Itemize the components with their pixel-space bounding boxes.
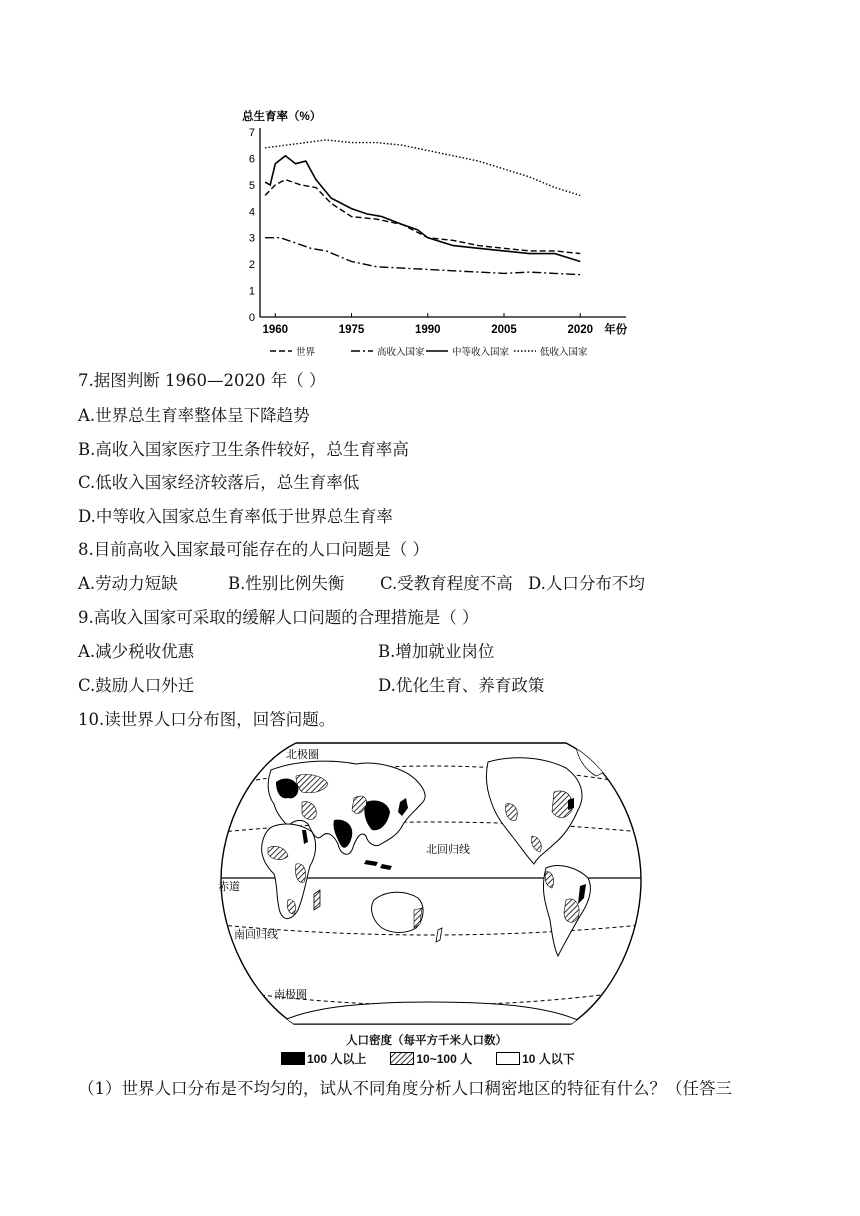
q7-option-d: D.中等收入国家总生育率低于世界总生育率 <box>78 507 393 526</box>
density-south-america-east-mid <box>564 899 579 922</box>
label-tropic-of-cancer: 北回归线 <box>426 844 470 856</box>
q8-option-b: B.性别比例失衡 <box>228 574 345 593</box>
q9-option-d: D.优化生育、养育政策 <box>378 676 545 695</box>
y-tick-label: 7 <box>248 127 255 139</box>
fertility-chart <box>236 104 636 366</box>
density-north-america-east-high <box>568 798 574 810</box>
q7-stem: 7.据图判断 1960—2020 年（ ） <box>78 371 326 390</box>
series-line-1 <box>265 238 580 275</box>
q9-option-b: B.增加就业岗位 <box>378 642 495 661</box>
y-tick-label: 5 <box>248 179 255 192</box>
chart-axes <box>249 127 628 336</box>
map-legend-title: 人口密度（每平方千米人口数） <box>346 1035 507 1047</box>
legend-item-mid <box>390 1050 472 1067</box>
legend-swatch-low <box>496 1052 520 1065</box>
q9-option-c: C.鼓励人口外迁 <box>78 676 195 695</box>
y-tick-label: 1 <box>248 285 255 298</box>
legend-label-2: 中等收入国家 <box>452 347 510 358</box>
q8-option-a: A.劳动力短缺 <box>78 574 178 593</box>
series-line-0 <box>265 180 580 254</box>
legend-label-high: 100 人以上 <box>307 1052 367 1066</box>
label-tropic-of-capricorn: 南回归线 <box>234 929 278 941</box>
y-tick-label: 4 <box>248 206 255 219</box>
y-tick-label: 3 <box>248 232 255 245</box>
q9-option-a: A.减少税收优惠 <box>78 642 195 661</box>
fertility-chart-svg <box>236 104 636 366</box>
legend-label-mid: 10~100 人 <box>416 1052 473 1066</box>
x-tick-label: 1990 <box>414 324 441 336</box>
q7-option-c: C.低收入国家经济较落后，总生育率低 <box>78 473 360 492</box>
q8-option-c: C.受教育程度不高 <box>380 574 513 593</box>
label-arctic-circle: 北极圈 <box>286 749 319 761</box>
label-equator: 赤道 <box>218 881 240 893</box>
q10-stem: 10.读世界人口分布图，回答问题。 <box>78 710 336 729</box>
q8-stem: 8.目前高收入国家最可能存在的人口问题是（ ） <box>78 540 429 559</box>
x-tick-label: 1975 <box>338 324 365 336</box>
y-tick-label: 2 <box>248 259 255 272</box>
chart-legend <box>270 346 588 358</box>
legend-item-low <box>496 1050 575 1067</box>
legend-swatch-high <box>281 1052 305 1065</box>
y-tick-label: 6 <box>248 153 255 166</box>
x-axis-unit: 年份 <box>604 324 628 336</box>
chart-lines <box>265 140 580 275</box>
q7-option-a: A.世界总生育率整体呈下降趋势 <box>78 406 310 425</box>
x-tick-label: 1960 <box>262 324 289 336</box>
legend-item-high <box>281 1050 366 1067</box>
legend-label-0: 世界 <box>296 347 316 358</box>
q9-stem: 9.高收入国家可采取的缓解人口问题的合理措施是（ ） <box>78 608 479 627</box>
x-tick-label: 2005 <box>491 324 517 336</box>
world-population-map <box>216 740 646 1036</box>
map-legend <box>281 1050 575 1067</box>
x-tick-label: 2020 <box>567 324 594 336</box>
legend-label-1: 高收入国家 <box>377 347 425 358</box>
q7-option-b: B.高收入国家医疗卫生条件较好，总生育率高 <box>78 440 409 459</box>
landmass-madagascar <box>314 890 320 910</box>
q10-sub1: （1）世界人口分布是不均匀的，试从不同角度分析人口稠密地区的特征有什么？（任答三 <box>78 1079 732 1098</box>
legend-swatch-mid <box>390 1052 414 1065</box>
y-tick-label: 0 <box>248 312 255 324</box>
y-axis-title: 总生育率（%） <box>242 111 322 123</box>
world-map-svg <box>216 740 646 1036</box>
q8-option-d: D.人口分布不均 <box>528 574 645 593</box>
series-line-2 <box>265 156 580 262</box>
legend-label-3: 低收入国家 <box>540 347 588 358</box>
label-antarctic-circle: 南极圈 <box>274 989 307 1001</box>
legend-label-low: 10 人以下 <box>522 1052 575 1066</box>
